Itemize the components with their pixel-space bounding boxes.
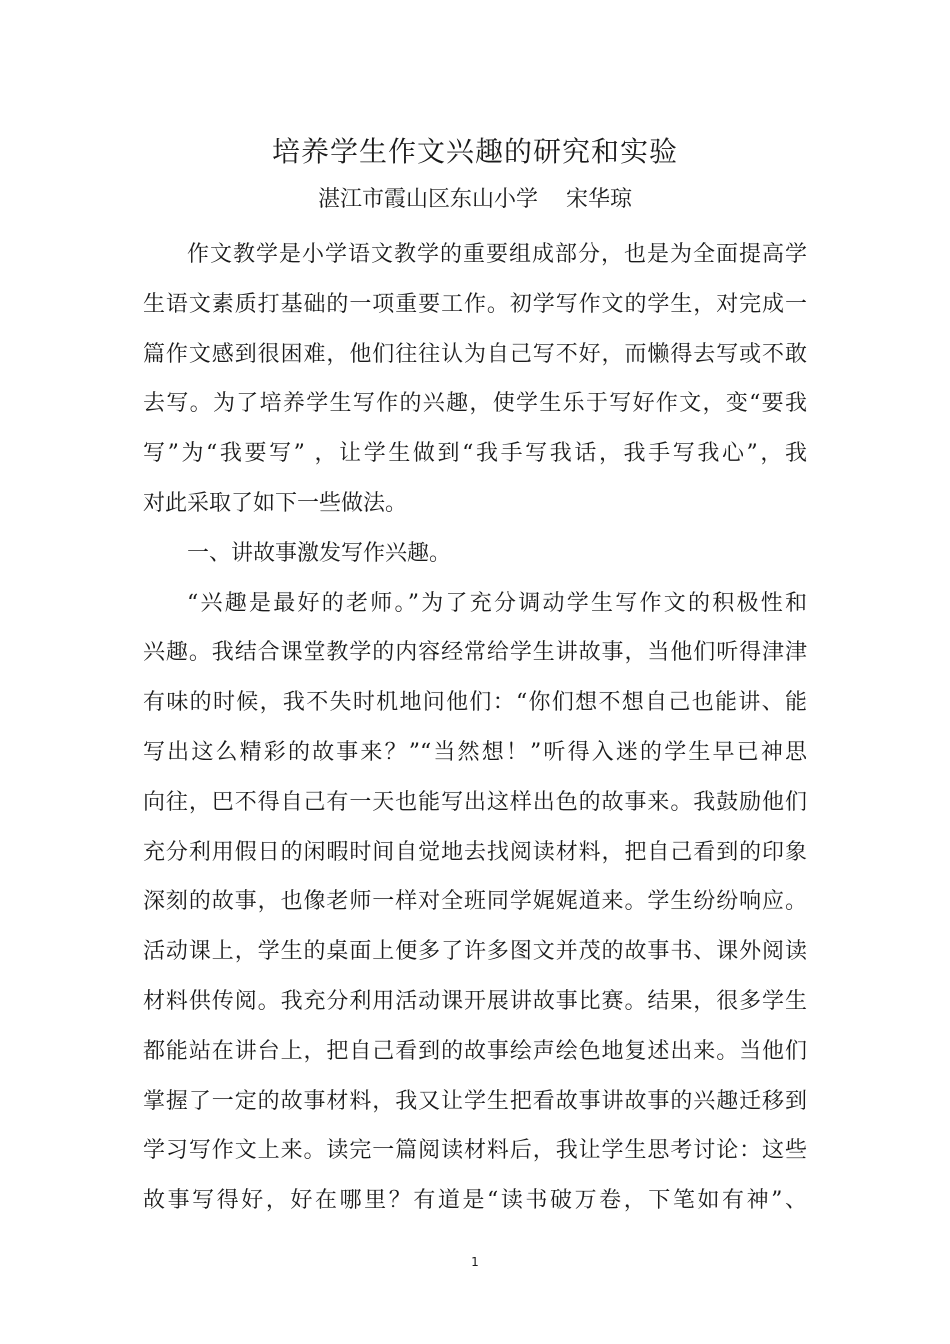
text-line: 写出这么精彩的故事来？”“当然想！”听得入迷的学生早已神思 [143, 739, 807, 765]
text-line: 写”为“我要写” ，让学生做到“我手写我话，我手写我心”，我 [143, 441, 807, 467]
text-line: 故事写得好，好在哪里？有道是“读书破万卷，下笔如有神”、 [143, 1188, 807, 1214]
text-line: 深刻的故事，也像老师一样对全班同学娓娓道来。学生纷纷响应。 [143, 889, 807, 915]
text-line: 作文教学是小学语文教学的重要组成部分，也是为全面提高学 [187, 242, 807, 267]
text-line: 一、讲故事激发写作兴趣。 [187, 540, 452, 566]
text-line: “兴趣是最好的老师。”为了充分调动学生写作文的积极性和 [187, 590, 807, 616]
text-line: 学习写作文上来。读完一篇阅读材料后，我让学生思考讨论：这些 [143, 1138, 807, 1164]
paragraph [143, 579, 807, 1226]
text-line: 充分利用假日的闲暇时间自觉地去找阅读材料，把自己看到的印象 [143, 839, 807, 865]
text-line: 材料供传阅。我充分利用活动课开展讲故事比赛。结果，很多学生 [143, 988, 807, 1014]
paragraph [143, 230, 807, 529]
page-number: 1 [471, 1255, 479, 1269]
author-line: 湛江市霞山区东山小学 宋华琼 [318, 187, 632, 212]
text-line: 都能站在讲台上，把自己看到的故事绘声绘色地复述出来。当他们 [143, 1038, 807, 1064]
text-line: 向往，巴不得自己有一天也能写出这样出色的故事来。我鼓励他们 [143, 789, 807, 815]
text-line: 活动课上，学生的桌面上便多了许多图文并茂的故事书、课外阅读 [143, 939, 807, 965]
document-body [143, 230, 807, 1226]
text-line: 有味的时候，我不失时机地问他们：“你们想不想自己也能讲、能 [143, 690, 807, 716]
text-line: 生语文素质打基础的一项重要工作。初学写作文的学生，对完成一 [143, 291, 807, 317]
document-title: 培养学生作文兴趣的研究和实验 [271, 135, 678, 168]
text-line: 去写。为了培养学生写作的兴趣，使学生乐于写好作文，变“要我 [143, 391, 807, 417]
text-line: 对此采取了如下一些做法。 [143, 490, 408, 516]
section-heading [143, 529, 807, 579]
text-line: 掌握了一定的故事材料，我又让学生把看故事讲故事的兴趣迁移到 [143, 1088, 807, 1114]
text-line: 兴趣。我结合课堂教学的内容经常给学生讲故事，当他们听得津津 [143, 640, 807, 666]
text-line: 篇作文感到很困难，他们往往认为自己写不好，而懒得去写或不敢 [143, 341, 807, 367]
